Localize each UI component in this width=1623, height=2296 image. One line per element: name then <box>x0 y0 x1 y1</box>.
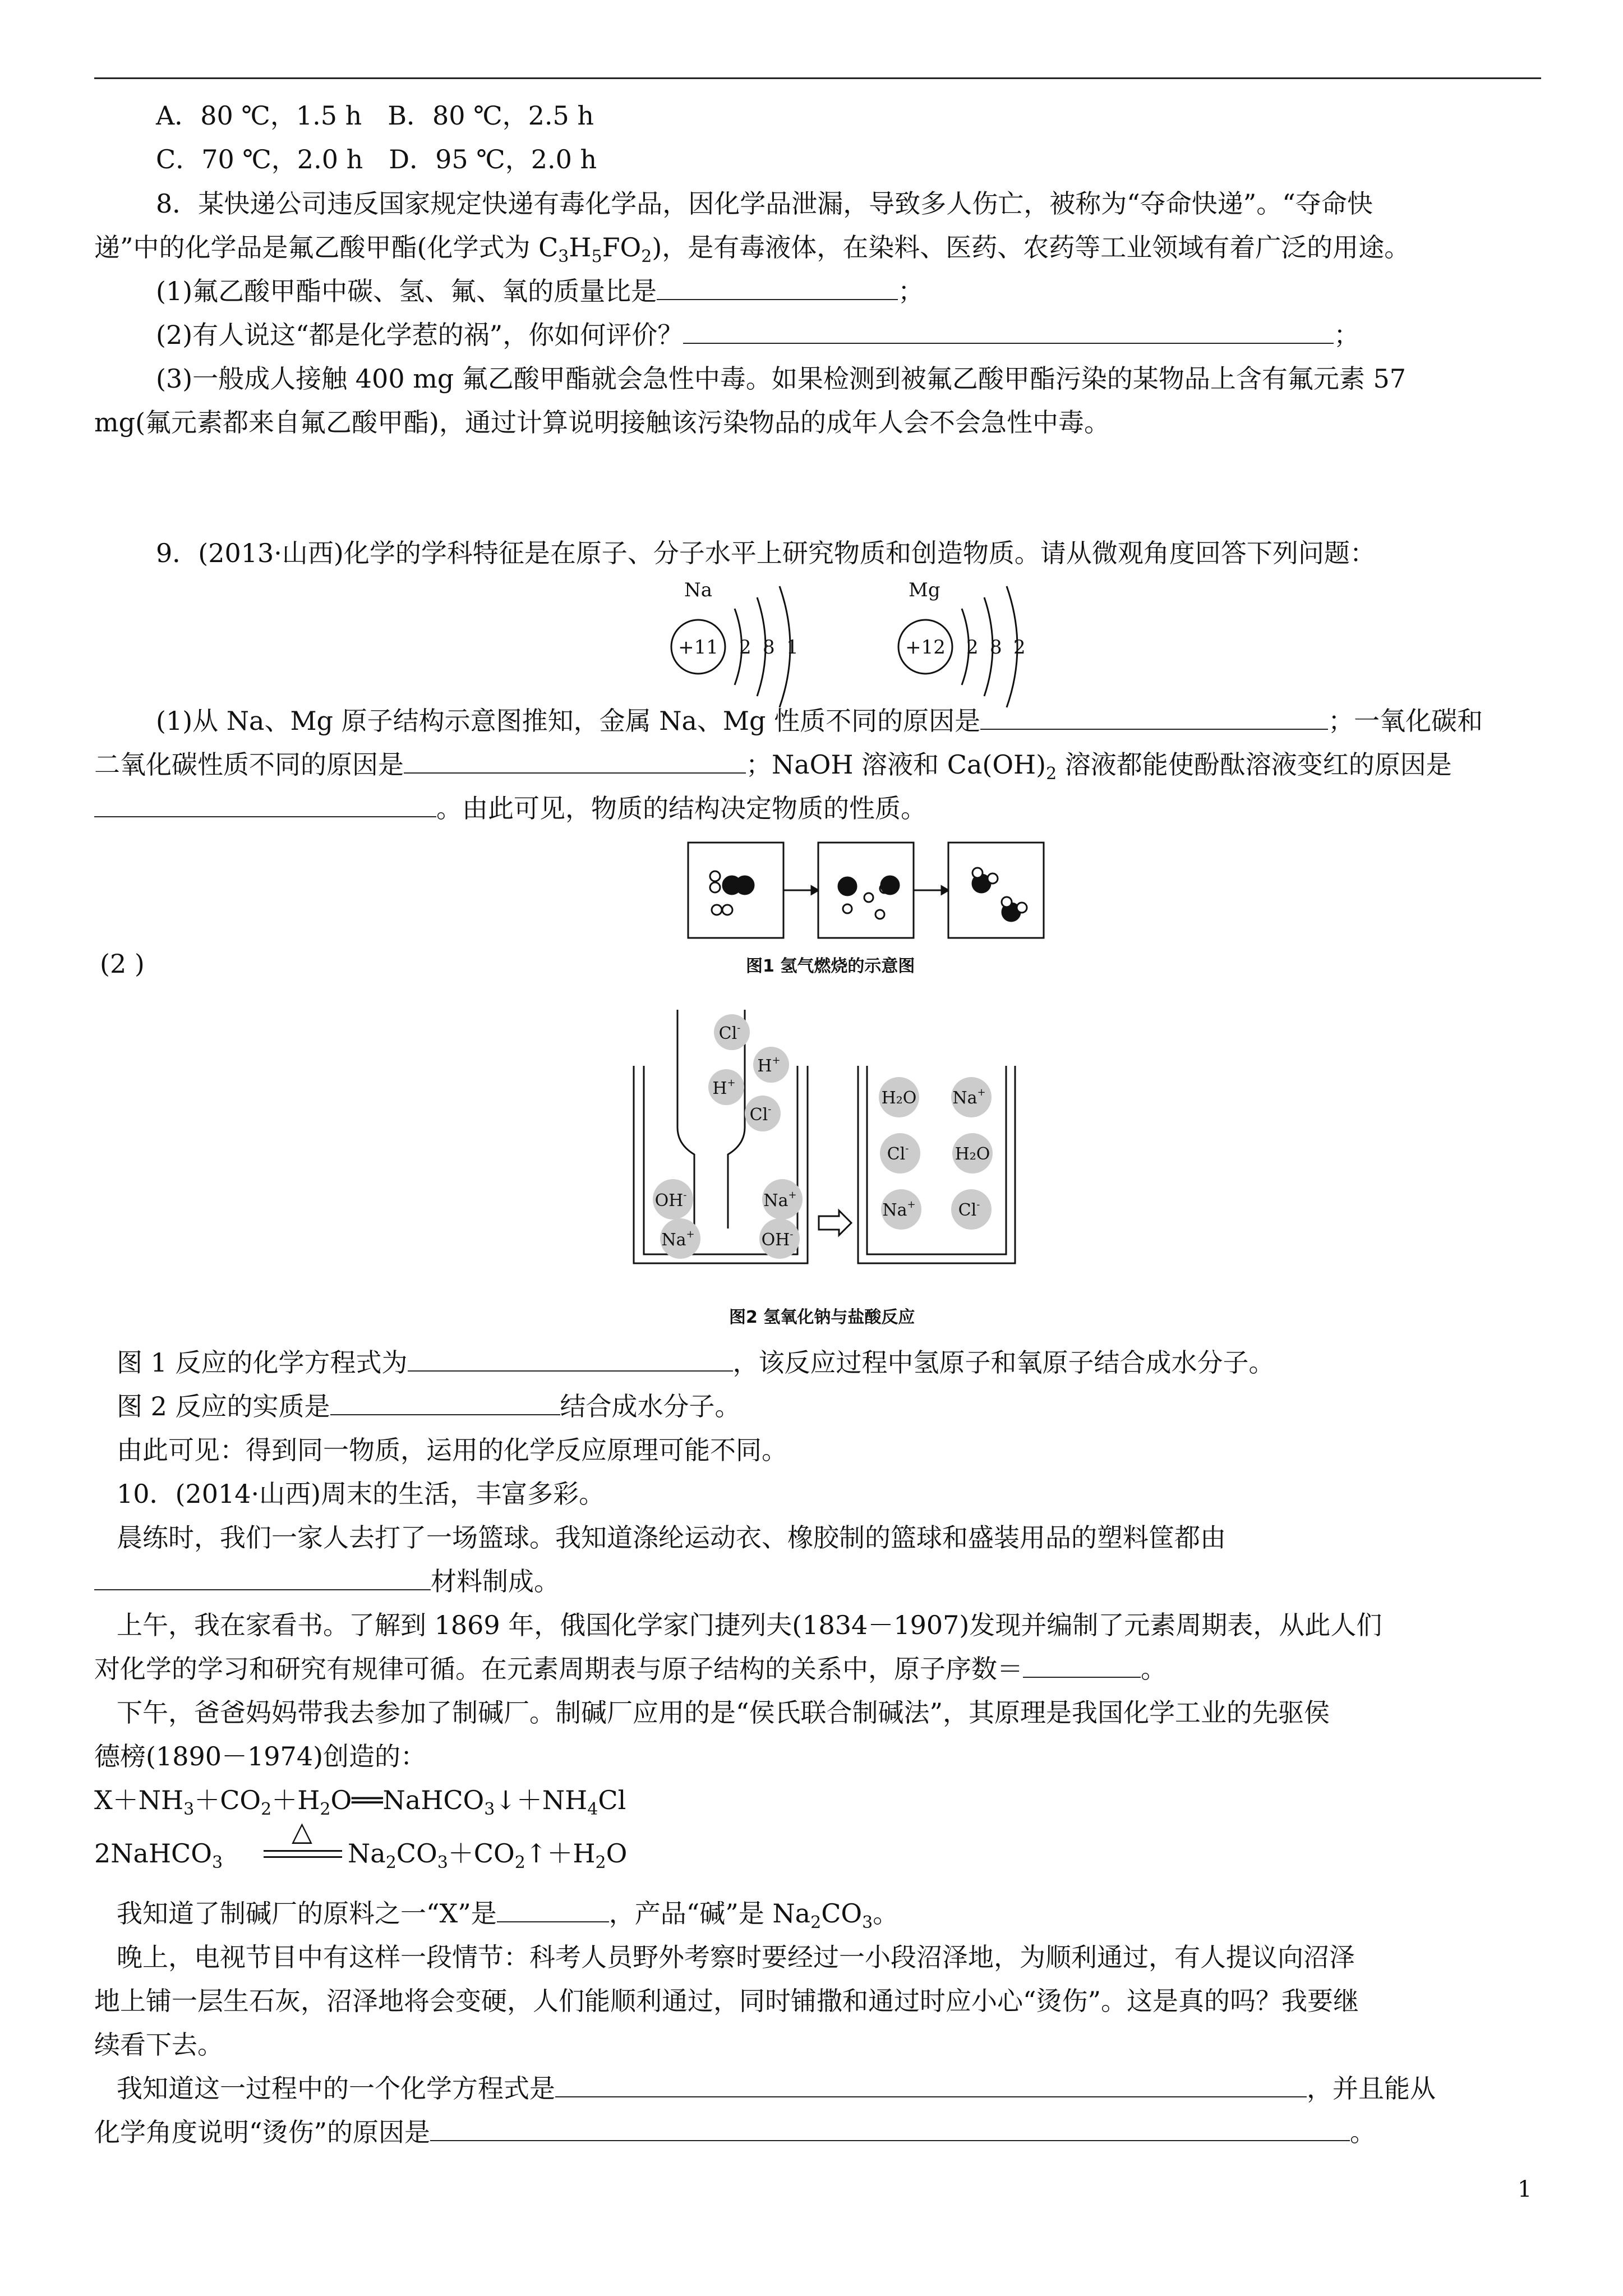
svg-text:Na+: Na+ <box>661 1228 695 1250</box>
q10-forenoon-line1: 上午，我在家看书。了解到 1869 年，俄国化学家门捷列夫(1834－1907)发现并编制了元素周期表，从此人们 <box>117 1610 1382 1640</box>
svg-text:H₂O: H₂O <box>955 1144 990 1164</box>
atom-structure-diagrams <box>645 575 1234 704</box>
q10-material-blank[interactable] <box>94 1568 431 1590</box>
q9-fig1-equation-blank[interactable] <box>408 1349 733 1372</box>
q8-stem-line2: 递”中的化学品是氟乙酸甲酯(化学式为 $C_3H_5FO_2$)，是有毒液体，在染料、医药、农药等工业领域有着广泛的用途。 <box>94 232 1410 267</box>
figure2-caption: 图2 氢氧化钠与盐酸反应 <box>729 1308 915 1327</box>
svg-text:H+: H+ <box>712 1077 736 1098</box>
q9-base-reason-blank[interactable] <box>94 795 436 817</box>
mg-shell-3: 2 <box>1013 636 1026 659</box>
q9-part1-line3: 。由此可见，物质的结构决定物质的性质。 <box>94 793 926 824</box>
q7-options-row2: C．70 ℃，2.0 h D．95 ℃，2.0 h <box>156 144 597 174</box>
mg-shell-1: 2 <box>966 636 979 659</box>
q10-morning-line2: 材料制成。 <box>94 1566 560 1597</box>
q10-equation-2-left: 2NaHCO$_3$ <box>94 1838 223 1873</box>
q7-options-row1: A．80 ℃，1.5 h B．80 ℃，2.5 h <box>156 100 594 131</box>
q9-co-reason-blank[interactable] <box>404 751 746 774</box>
svg-text:Na+: Na+ <box>763 1189 797 1211</box>
q10-raw-material: 我知道了制碱厂的原料之一“X”是 ，产品“碱”是 $Na_2CO_3$。 <box>117 1898 899 1933</box>
figure1-hydrogen-combustion <box>687 841 1046 942</box>
q9-fig1-question: 图 1 反应的化学方程式为 ，该反应过程中氢原子和氧原子结合成水分子。 <box>117 1347 1275 1378</box>
na-shell-1: 2 <box>739 636 751 659</box>
svg-text:H+: H+ <box>757 1055 781 1076</box>
q10-atomic-number-blank[interactable] <box>1023 1655 1141 1678</box>
svg-text:OH-: OH- <box>654 1189 687 1211</box>
q9-part2-label: (2 ) <box>100 949 145 979</box>
header-rule <box>94 77 1541 79</box>
q10-equation-2-right: $Na_2CO_3+CO_2↑+H_2O$ <box>348 1838 628 1873</box>
q10-heat-condition: △ <box>292 1816 312 1847</box>
q10-evening-line2: 地上铺一层生石灰，沼泽地将会变硬，人们能顺利通过，同时铺撒和通过时应小心“烫伤”。这是真的吗？我要继 <box>94 1986 1359 2016</box>
svg-text:Cl-: Cl- <box>958 1199 980 1220</box>
equation-double-bar-top <box>264 1850 342 1852</box>
page-number: 1 <box>1518 2177 1532 2202</box>
svg-text:Na+: Na+ <box>952 1087 986 1108</box>
q10-morning-line1: 晨练时，我们一家人去打了一场篮球。我知道涤纶运动衣、橡胶制的篮球和盛装用品的塑料筐都由 <box>117 1522 1226 1553</box>
q10-evening-line1: 晚上，电视节目中有这样一段情节：科考人员野外考察时要经过一小段沼泽地，为顺利通过，有人提议向沼泽 <box>117 1942 1355 1972</box>
q8-part1: (1)氟乙酸甲酯中碳、氢、氟、氧的质量比是 ； <box>156 276 924 306</box>
q10-forenoon-line2: 对化学的学习和研究有规律可循。在元素周期表与原子结构的关系中，原子序数＝ 。 <box>94 1654 1166 1684</box>
q9-fig2-question: 图 2 反应的实质是 结合成水分子。 <box>117 1391 741 1421</box>
na-nucleus-charge: +11 <box>678 636 718 659</box>
q10-equation-1: $X+NH_3+CO_2+H_2O══NaHCO_3↓+NH_4Cl$ <box>94 1785 626 1820</box>
q10-stem: 10．(2014·山西)周末的生活，丰富多彩。 <box>117 1479 605 1509</box>
q8-stem-line1: 8．某快递公司违反国家规定快递有毒化学品，因化学品泄漏，导致多人伤亡，被称为“夺命快递”。“夺命快 <box>156 188 1373 219</box>
q10-final-line2: 化学角度说明“烫伤”的原因是 。 <box>94 2117 1376 2147</box>
svg-text:Cl-: Cl- <box>887 1143 909 1164</box>
q8-part2: (2)有人说这“都是化学惹的祸”，你如何评价？ ； <box>156 320 1360 350</box>
q8-part3-line1: (3)一般成人接触 400 mg 氟乙酸甲酯就会急性中毒。如果检测到被氟乙酸甲酯污染的某物品上含有氟元素 57 <box>156 364 1407 394</box>
q10-burn-reason-blank[interactable] <box>430 2119 1350 2141</box>
q10-x-blank[interactable] <box>497 1900 609 1922</box>
q9-fig2-essence-blank[interactable] <box>330 1393 560 1415</box>
q8-part2-answer-blank[interactable] <box>683 321 1334 344</box>
svg-text:Cl-: Cl- <box>749 1103 772 1125</box>
na-shell-2: 8 <box>763 636 775 659</box>
svg-text:Na+: Na+ <box>882 1199 916 1220</box>
q9-conclusion: 由此可见：得到同一物质，运用的化学反应原理可能不同。 <box>117 1435 787 1465</box>
q10-equation-blank[interactable] <box>555 2075 1307 2097</box>
q9-part1-line1: (1)从 Na、Mg 原子结构示意图推知，金属 Na、Mg 性质不同的原因是 ；一氧化碳和 <box>156 706 1483 736</box>
svg-text:Cl-: Cl- <box>718 1022 741 1043</box>
svg-text:OH-: OH- <box>761 1228 794 1250</box>
mg-symbol: Mg <box>909 579 940 601</box>
figure2-neutralization <box>628 1010 1021 1273</box>
q9-stem: 9．(2013·山西)化学的学科特征是在原子、分子水平上研究物质和创造物质。请从微观角度回答下列问题： <box>156 538 1376 568</box>
q8-part1-answer-blank[interactable] <box>657 278 898 300</box>
na-shell-3: 1 <box>786 636 799 659</box>
q10-final-line1: 我知道这一过程中的一个化学方程式是 ，并且能从 <box>117 2073 1436 2104</box>
equation-double-bar-bottom <box>264 1856 342 1858</box>
q10-afternoon-line2: 德榜(1890－1974)创造的： <box>94 1741 427 1772</box>
q9-metal-reason-blank[interactable] <box>980 707 1328 730</box>
q10-afternoon-line1: 下午，爸爸妈妈带我去参加了制碱厂。制碱厂应用的是“侯氏联合制碱法”，其原理是我国化学工业的先驱侯 <box>117 1697 1330 1728</box>
q8-part3-line2: mg(氟元素都来自氟乙酸甲酯)，通过计算说明接触该污染物品的成年人会不会急性中毒。 <box>94 407 1110 438</box>
svg-text:H₂O: H₂O <box>881 1088 917 1108</box>
mg-nucleus-charge: +12 <box>905 636 946 659</box>
q9-part1-line2: 二氧化碳性质不同的原因是 ；NaOH 溶液和 $Ca(OH)_2$ 溶液都能使酚酞溶液变红的原因是 <box>94 749 1452 784</box>
na-symbol: Na <box>684 579 713 601</box>
figure1-caption: 图1 氢气燃烧的示意图 <box>746 956 915 976</box>
q10-evening-line3: 续看下去。 <box>94 2030 223 2060</box>
mg-shell-2: 8 <box>990 636 1002 659</box>
